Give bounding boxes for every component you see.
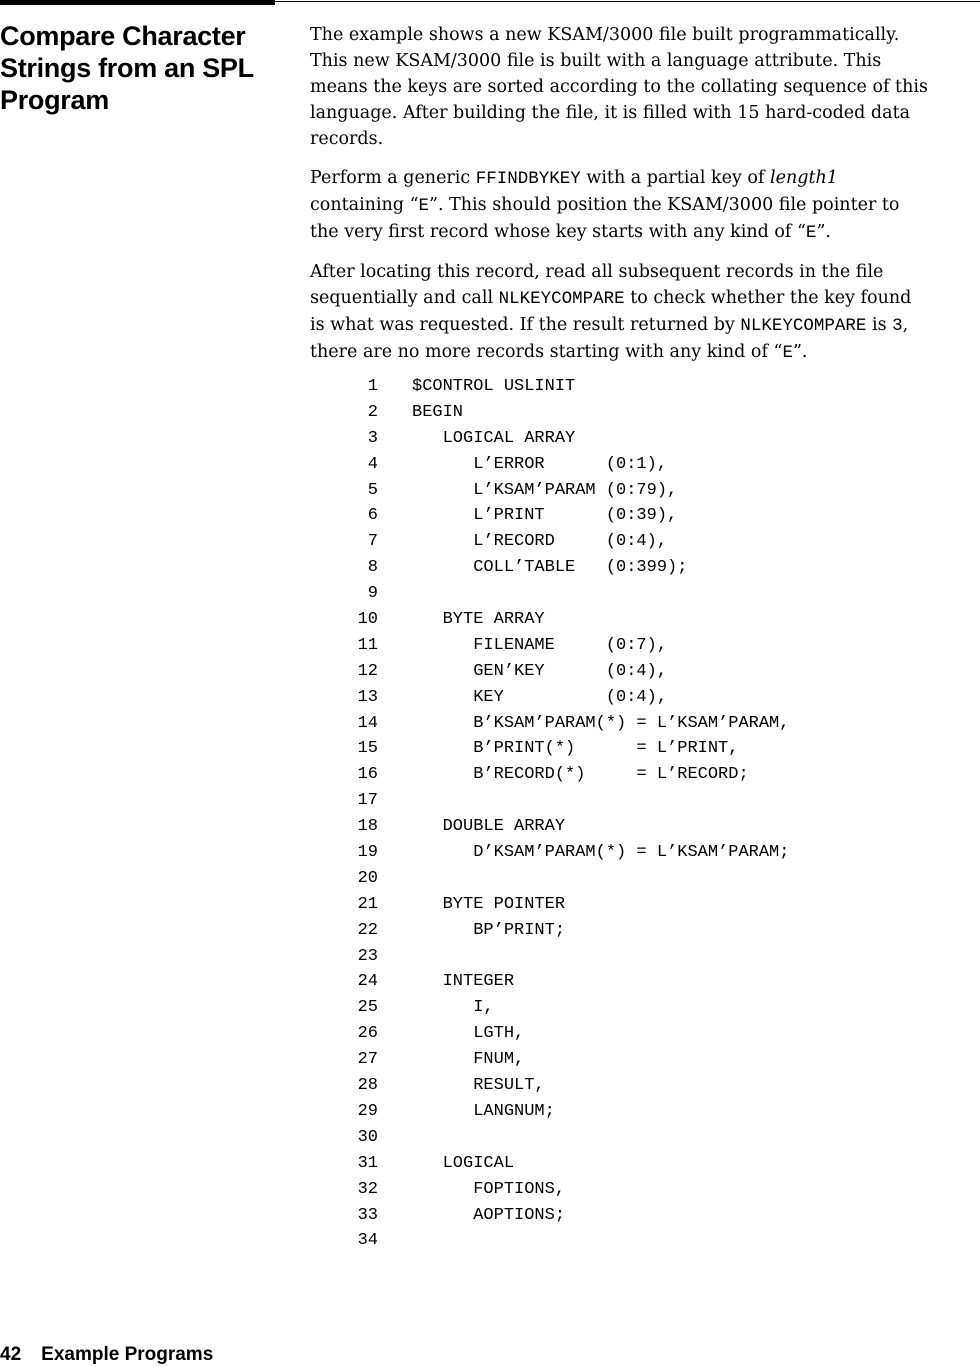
- page-number: 42: [0, 1344, 22, 1365]
- page-footer: [0, 1343, 213, 1367]
- line-number: 9: [367, 584, 378, 604]
- chapter-title: Example Programs: [41, 1344, 214, 1365]
- code-text: LOGICAL: [412, 1153, 515, 1173]
- line-number: 34: [357, 1231, 378, 1251]
- code-line: [350, 918, 789, 944]
- code-text: RESULT,: [412, 1076, 545, 1096]
- inline-code: 3: [892, 316, 903, 336]
- code-line: [350, 840, 789, 866]
- line-number: 25: [357, 998, 378, 1018]
- code-text: B’KSAM’PARAM(*) = L’KSAM’PARAM,: [412, 713, 790, 733]
- code-text: BYTE ARRAY: [412, 610, 545, 630]
- code-line: [350, 555, 789, 581]
- line-number: 10: [357, 610, 378, 630]
- code-text: D’KSAM’PARAM(*) = L’KSAM’PARAM;: [412, 843, 790, 863]
- line-number: 20: [357, 868, 378, 888]
- code-line: [350, 426, 789, 452]
- line-number: 16: [357, 765, 378, 785]
- inline-code: NLKEYCOMPARE: [498, 289, 625, 309]
- line-number: 33: [357, 1205, 378, 1225]
- line-number: 7: [367, 532, 378, 552]
- line-number: 11: [357, 635, 378, 655]
- paragraph-line: containing “E”. This should position the KSAM/3000 file pointer to: [310, 195, 900, 216]
- code-line: [350, 736, 789, 762]
- line-number: 15: [357, 739, 378, 759]
- code-line: [350, 374, 789, 400]
- code-text: L’PRINT (0:39),: [412, 506, 678, 526]
- line-number: 23: [357, 946, 378, 966]
- code-line: [350, 400, 789, 426]
- line-number: 21: [357, 894, 378, 914]
- code-line: [350, 814, 789, 840]
- line-number: 18: [357, 817, 378, 837]
- line-number: 27: [357, 1050, 378, 1070]
- line-number: 28: [357, 1076, 378, 1096]
- code-text: L’RECORD (0:4),: [412, 532, 668, 552]
- code-line: [350, 711, 789, 737]
- code-text: L’KSAM’PARAM (0:79),: [412, 480, 678, 500]
- line-number: 14: [357, 713, 378, 733]
- paragraph-line: records.: [310, 129, 384, 149]
- line-number: 1: [367, 377, 378, 396]
- inline-code: NLKEYCOMPARE: [740, 316, 867, 336]
- paragraph-findbykey: [310, 165, 970, 246]
- emphasis: length1: [770, 168, 838, 188]
- code-text: BP’PRINT;: [412, 920, 566, 940]
- line-number: 3: [367, 428, 378, 448]
- line-number: 31: [357, 1153, 378, 1173]
- code-text: KEY (0:4),: [412, 687, 668, 707]
- line-number: 24: [357, 972, 378, 992]
- code-text: FOPTIONS,: [412, 1179, 566, 1199]
- code-text: L’ERROR (0:1),: [412, 454, 668, 474]
- code-line: [350, 529, 789, 555]
- code-text: COLL’TABLE (0:399);: [412, 558, 688, 578]
- line-number: 32: [357, 1179, 378, 1199]
- code-line: [350, 892, 789, 918]
- paragraph-line: is what was requested. If the result returned by NLKEYCOMPARE is 3,: [310, 315, 909, 336]
- code-line: [350, 581, 789, 607]
- code-text: FNUM,: [412, 1050, 525, 1070]
- code-text: INTEGER: [412, 972, 515, 992]
- code-line: [350, 866, 789, 892]
- inline-code: FFINDBYKEY: [475, 169, 581, 189]
- paragraph-keycompare: [310, 259, 970, 366]
- paragraph-line: After locating this record, read all subsequent records in the file: [310, 262, 884, 282]
- code-line: [350, 1151, 789, 1177]
- code-line: [350, 944, 789, 970]
- code-listing: [350, 374, 789, 1254]
- section-title-line: Strings from an SPL: [0, 53, 254, 83]
- inline-code: E: [805, 223, 817, 243]
- code-text: I,: [412, 998, 494, 1018]
- paragraph-line: This new KSAM/3000 file is built with a language attribute. This: [310, 51, 882, 71]
- code-text: DOUBLE ARRAY: [412, 817, 566, 837]
- line-number: 5: [367, 480, 378, 500]
- line-number: 26: [357, 1024, 378, 1044]
- code-line: [350, 607, 789, 633]
- line-number: 2: [367, 402, 378, 422]
- body-text: [310, 22, 970, 379]
- code-line: [350, 1047, 789, 1073]
- code-text: B’PRINT(*) = L’PRINT,: [412, 739, 739, 759]
- code-text: $CONTROL USLINIT: [412, 377, 576, 396]
- line-number: 30: [357, 1127, 378, 1147]
- code-line: [350, 1021, 789, 1047]
- code-text: GEN’KEY (0:4),: [412, 661, 668, 681]
- code-line: [350, 478, 789, 504]
- header-rule-thick: [0, 0, 275, 5]
- code-line: [350, 1099, 789, 1125]
- code-text: BEGIN: [412, 402, 464, 422]
- line-number: 6: [367, 506, 378, 526]
- section-title-line: Compare Character: [0, 21, 246, 51]
- section-title-line: Program: [0, 85, 109, 115]
- paragraph-line: the very first record whose key starts with any kind of “E”.: [310, 222, 831, 243]
- code-line: [350, 762, 789, 788]
- paragraph-line: means the keys are sorted according to the collating sequence of this: [310, 77, 928, 97]
- paragraph-line: sequentially and call NLKEYCOMPARE to check whether the key found: [310, 288, 912, 309]
- code-text: LGTH,: [412, 1024, 525, 1044]
- code-line: [350, 503, 789, 529]
- line-number: 17: [357, 791, 378, 811]
- code-text: LOGICAL ARRAY: [412, 428, 576, 448]
- paragraph-line: The example shows a new KSAM/3000 file built programmatically.: [310, 25, 900, 45]
- code-text: AOPTIONS;: [412, 1205, 566, 1225]
- code-line: [350, 995, 789, 1021]
- inline-code: E: [418, 196, 430, 216]
- line-number: 29: [357, 1101, 378, 1121]
- code-line: [350, 788, 789, 814]
- line-number: 4: [367, 454, 378, 474]
- paragraph-line: language. After building the file, it is filled with 15 hard-coded data: [310, 103, 911, 123]
- code-text: BYTE POINTER: [412, 894, 566, 914]
- inline-code: E: [782, 343, 793, 363]
- section-title: [0, 20, 275, 116]
- line-number: 13: [357, 687, 378, 707]
- code-line: [350, 1073, 789, 1099]
- line-number: 8: [367, 558, 378, 578]
- code-line: [350, 633, 789, 659]
- code-text: LANGNUM;: [412, 1101, 555, 1121]
- paragraph-intro: [310, 22, 970, 152]
- line-number: 12: [357, 661, 378, 681]
- header-rule-thin: [275, 1, 980, 2]
- code-line: [350, 1125, 789, 1151]
- code-line: [350, 1203, 789, 1229]
- code-text: FILENAME (0:7),: [412, 635, 668, 655]
- paragraph-line: Perform a generic FFINDBYKEY with a partial key of length1: [310, 168, 838, 189]
- line-number: 19: [357, 843, 378, 863]
- code-text: B’RECORD(*) = L’RECORD;: [412, 765, 749, 785]
- code-line: [350, 685, 789, 711]
- code-line: [350, 659, 789, 685]
- code-line: [350, 452, 789, 478]
- code-line: [350, 969, 789, 995]
- line-number: 22: [357, 920, 378, 940]
- paragraph-line: there are no more records starting with any kind of “E”.: [310, 342, 808, 363]
- code-line: [350, 1177, 789, 1203]
- code-line: [350, 1228, 789, 1254]
